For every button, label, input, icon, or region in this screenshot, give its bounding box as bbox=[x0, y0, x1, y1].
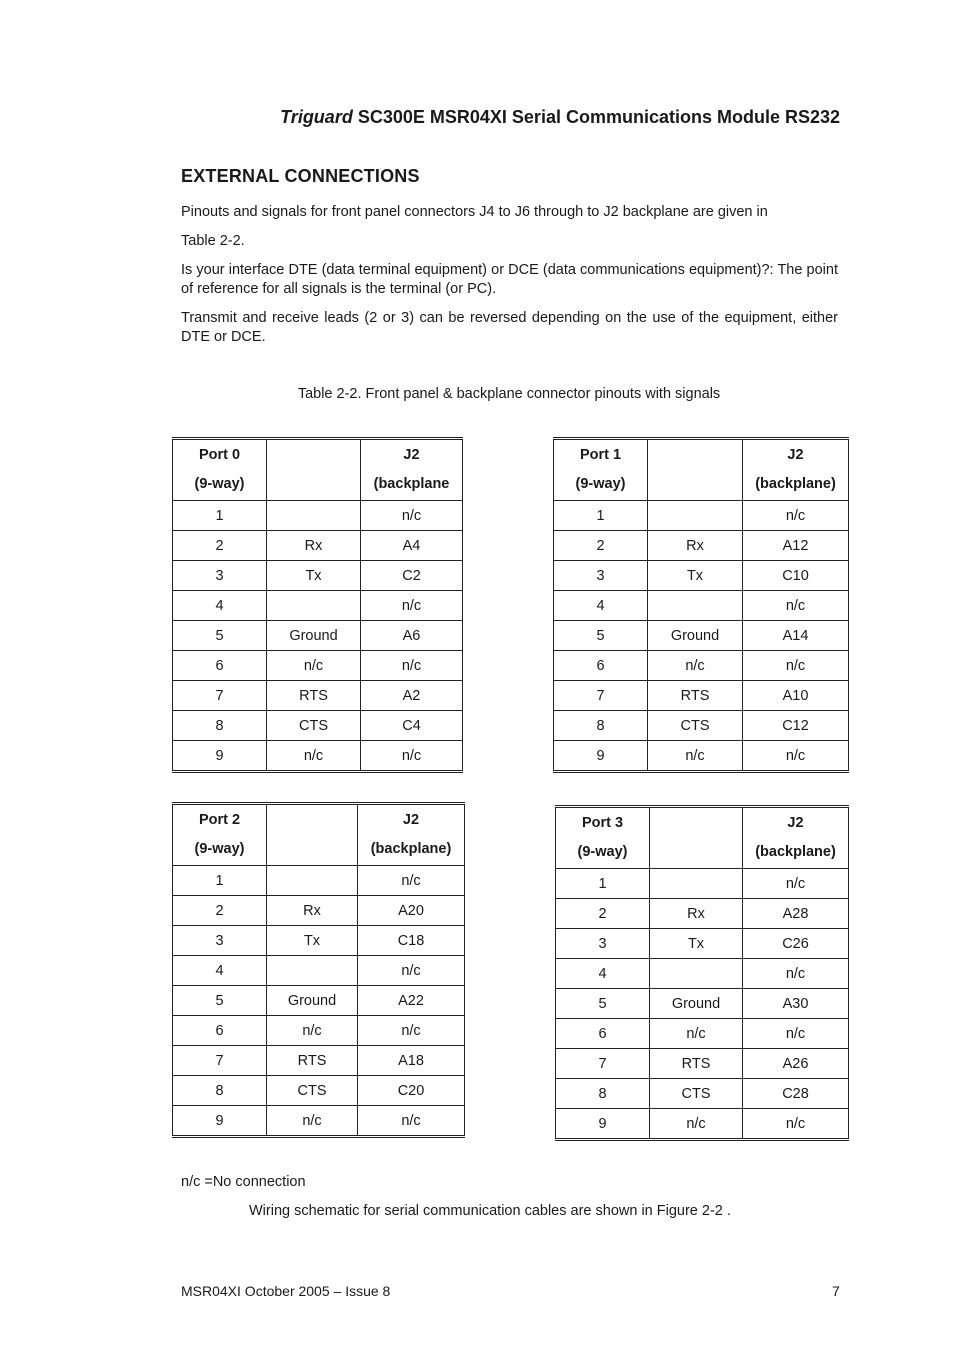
pin-number-cell: 7 bbox=[173, 1046, 267, 1076]
signal-cell bbox=[650, 959, 743, 989]
footer-issue: MSR04XI October 2005 – Issue 8 bbox=[181, 1283, 391, 1299]
table-row bbox=[554, 621, 849, 651]
j2-sub-label: (backplane) bbox=[755, 476, 836, 492]
j2-header-cell bbox=[358, 804, 465, 866]
signal-cell bbox=[267, 591, 361, 621]
backplane-pin-cell: n/c bbox=[743, 1109, 849, 1140]
pin-number-cell: 3 bbox=[173, 561, 267, 591]
pin-number-cell: 3 bbox=[554, 561, 648, 591]
signal-cell: n/c bbox=[650, 1019, 743, 1049]
backplane-pin-cell: C4 bbox=[361, 711, 463, 741]
port-label: Port 2 bbox=[198, 812, 241, 828]
paragraph-transmit-receive: Transmit and receive leads (2 or 3) can be reversed depending on the use of the equipment, either DTE or DCE. bbox=[181, 310, 838, 345]
pin-number-cell: 1 bbox=[556, 869, 650, 899]
port-label: Port 0 bbox=[198, 447, 241, 463]
nc-note: n/c =No connection bbox=[181, 1174, 306, 1190]
backplane-pin-cell: n/c bbox=[743, 959, 849, 989]
port-0-pinout-table bbox=[172, 437, 463, 773]
backplane-pin-cell: n/c bbox=[358, 956, 465, 986]
signal-cell: RTS bbox=[650, 1049, 743, 1079]
pin-number-cell: 1 bbox=[554, 501, 648, 531]
port-sub-label: (9-way) bbox=[194, 841, 245, 857]
signal-cell: RTS bbox=[267, 681, 361, 711]
signal-cell bbox=[650, 869, 743, 899]
backplane-pin-cell: C28 bbox=[743, 1079, 849, 1109]
paragraph-intro: Pinouts and signals for front panel connectors J4 to J6 through to J2 backplane are given in bbox=[181, 204, 768, 220]
j2-header-cell bbox=[743, 807, 849, 869]
signal-cell: CTS bbox=[267, 1076, 358, 1106]
backplane-pin-cell: C18 bbox=[358, 926, 465, 956]
pin-number-cell: 2 bbox=[556, 899, 650, 929]
pin-number-cell: 8 bbox=[173, 711, 267, 741]
signal-cell: Rx bbox=[267, 896, 358, 926]
paragraph-table-ref: Table 2-2. bbox=[181, 233, 245, 249]
pin-number-cell: 9 bbox=[173, 1106, 267, 1137]
table-row bbox=[173, 621, 463, 651]
backplane-pin-cell: n/c bbox=[743, 591, 849, 621]
port-header-cell bbox=[173, 804, 267, 866]
port-header-cell bbox=[554, 439, 648, 501]
backplane-pin-cell: A2 bbox=[361, 681, 463, 711]
signal-cell: Ground bbox=[267, 621, 361, 651]
signal-cell bbox=[267, 866, 358, 896]
backplane-pin-cell: A10 bbox=[743, 681, 849, 711]
header-title: SC300E MSR04XI Serial Communications Module RS232 bbox=[357, 107, 840, 127]
port-sub-label: (9-way) bbox=[577, 844, 628, 860]
table-row bbox=[556, 989, 849, 1019]
signal-cell: n/c bbox=[267, 741, 361, 772]
backplane-pin-cell: n/c bbox=[743, 651, 849, 681]
port-header-cell bbox=[173, 439, 267, 501]
backplane-pin-cell: A20 bbox=[358, 896, 465, 926]
signal-header-cell bbox=[648, 439, 743, 501]
pin-number-cell: 5 bbox=[173, 986, 267, 1016]
port-sub-label: (9-way) bbox=[575, 476, 626, 492]
table-row bbox=[554, 561, 849, 591]
table-row bbox=[554, 681, 849, 711]
backplane-pin-cell: C20 bbox=[358, 1076, 465, 1106]
table-header-row bbox=[173, 804, 465, 866]
signal-cell: Tx bbox=[648, 561, 743, 591]
backplane-pin-cell: C2 bbox=[361, 561, 463, 591]
table-row bbox=[554, 591, 849, 621]
pin-number-cell: 5 bbox=[173, 621, 267, 651]
pin-number-cell: 6 bbox=[556, 1019, 650, 1049]
signal-cell: Tx bbox=[650, 929, 743, 959]
backplane-pin-cell: n/c bbox=[358, 1106, 465, 1137]
pin-number-cell: 4 bbox=[173, 591, 267, 621]
signal-cell: n/c bbox=[267, 651, 361, 681]
wiring-reference: Wiring schematic for serial communication cables are shown in Figure 2-2 . bbox=[249, 1203, 731, 1219]
table-row bbox=[173, 531, 463, 561]
signal-cell: Ground bbox=[648, 621, 743, 651]
table-header-row bbox=[554, 439, 849, 501]
pin-number-cell: 8 bbox=[554, 711, 648, 741]
pin-number-cell: 7 bbox=[173, 681, 267, 711]
signal-cell bbox=[267, 501, 361, 531]
backplane-pin-cell: C12 bbox=[743, 711, 849, 741]
pin-number-cell: 7 bbox=[554, 681, 648, 711]
pin-number-cell: 6 bbox=[173, 651, 267, 681]
signal-header-cell bbox=[267, 804, 358, 866]
table-row bbox=[173, 1046, 465, 1076]
backplane-pin-cell: A4 bbox=[361, 531, 463, 561]
table-row bbox=[556, 1049, 849, 1079]
signal-cell: Rx bbox=[650, 899, 743, 929]
signal-cell: n/c bbox=[648, 741, 743, 772]
backplane-pin-cell: A12 bbox=[743, 531, 849, 561]
pin-number-cell: 4 bbox=[173, 956, 267, 986]
signal-cell: n/c bbox=[648, 651, 743, 681]
port-label: Port 3 bbox=[581, 815, 624, 831]
table-header-row bbox=[173, 439, 463, 501]
document-header bbox=[280, 107, 840, 128]
table-row bbox=[554, 501, 849, 531]
j2-label: J2 bbox=[787, 447, 804, 463]
backplane-pin-cell: n/c bbox=[361, 741, 463, 772]
backplane-pin-cell: n/c bbox=[743, 869, 849, 899]
port-header-cell bbox=[556, 807, 650, 869]
table-row bbox=[173, 896, 465, 926]
table-row bbox=[173, 926, 465, 956]
j2-label: J2 bbox=[403, 447, 420, 463]
port-3-pinout-table bbox=[555, 805, 849, 1141]
signal-cell: RTS bbox=[648, 681, 743, 711]
pin-number-cell: 9 bbox=[554, 741, 648, 772]
table-row bbox=[173, 956, 465, 986]
j2-sub-label: (backplane bbox=[373, 476, 450, 492]
backplane-pin-cell: A18 bbox=[358, 1046, 465, 1076]
pin-number-cell: 8 bbox=[556, 1079, 650, 1109]
header-brand: Triguard bbox=[280, 107, 353, 127]
port-sub-label: (9-way) bbox=[194, 476, 245, 492]
signal-cell: CTS bbox=[267, 711, 361, 741]
signal-cell: CTS bbox=[650, 1079, 743, 1109]
table-row bbox=[556, 1109, 849, 1140]
signal-cell: n/c bbox=[267, 1106, 358, 1137]
pin-number-cell: 5 bbox=[556, 989, 650, 1019]
pin-number-cell: 2 bbox=[173, 896, 267, 926]
signal-cell: Ground bbox=[267, 986, 358, 1016]
j2-header-cell bbox=[361, 439, 463, 501]
table-row bbox=[556, 959, 849, 989]
backplane-pin-cell: n/c bbox=[358, 1016, 465, 1046]
table-row bbox=[556, 899, 849, 929]
signal-cell: RTS bbox=[267, 1046, 358, 1076]
signal-cell: n/c bbox=[650, 1109, 743, 1140]
port-2-pinout-table bbox=[172, 802, 465, 1138]
pin-number-cell: 1 bbox=[173, 501, 267, 531]
pin-number-cell: 2 bbox=[554, 531, 648, 561]
pin-number-cell: 1 bbox=[173, 866, 267, 896]
backplane-pin-cell: n/c bbox=[361, 591, 463, 621]
paragraph-dte-dce: Is your interface DTE (data terminal equipment) or DCE (data communications equipment)?: The point of reference for all signals is the terminal (or PC). bbox=[181, 262, 838, 297]
table-row bbox=[556, 869, 849, 899]
table-row bbox=[173, 741, 463, 772]
table-caption: Table 2-2. Front panel & backplane connector pinouts with signals bbox=[297, 386, 721, 402]
pin-number-cell: 9 bbox=[173, 741, 267, 772]
backplane-pin-cell: A28 bbox=[743, 899, 849, 929]
signal-cell bbox=[648, 591, 743, 621]
signal-cell bbox=[648, 501, 743, 531]
backplane-pin-cell: n/c bbox=[743, 501, 849, 531]
table-row bbox=[173, 866, 465, 896]
backplane-pin-cell: n/c bbox=[361, 651, 463, 681]
table-row bbox=[173, 501, 463, 531]
signal-cell: CTS bbox=[648, 711, 743, 741]
signal-cell bbox=[267, 956, 358, 986]
j2-header-cell bbox=[743, 439, 849, 501]
table-row bbox=[173, 681, 463, 711]
backplane-pin-cell: n/c bbox=[743, 741, 849, 772]
backplane-pin-cell: n/c bbox=[361, 501, 463, 531]
table-row bbox=[173, 1106, 465, 1137]
backplane-pin-cell: C26 bbox=[743, 929, 849, 959]
table-row bbox=[554, 741, 849, 772]
pin-number-cell: 4 bbox=[554, 591, 648, 621]
table-row bbox=[173, 1016, 465, 1046]
signal-cell: n/c bbox=[267, 1016, 358, 1046]
pin-number-cell: 9 bbox=[556, 1109, 650, 1140]
section-heading: EXTERNAL CONNECTIONS bbox=[181, 166, 420, 186]
table-row bbox=[173, 561, 463, 591]
pin-number-cell: 6 bbox=[554, 651, 648, 681]
signal-cell: Rx bbox=[648, 531, 743, 561]
backplane-pin-cell: A14 bbox=[743, 621, 849, 651]
table-row bbox=[173, 651, 463, 681]
table-row bbox=[554, 531, 849, 561]
pin-number-cell: 6 bbox=[173, 1016, 267, 1046]
table-row bbox=[556, 929, 849, 959]
backplane-pin-cell: n/c bbox=[358, 866, 465, 896]
table-row bbox=[173, 1076, 465, 1106]
j2-sub-label: (backplane) bbox=[370, 841, 452, 857]
table-row bbox=[173, 986, 465, 1016]
table-row bbox=[556, 1019, 849, 1049]
signal-cell: Ground bbox=[650, 989, 743, 1019]
pin-number-cell: 4 bbox=[556, 959, 650, 989]
signal-cell: Rx bbox=[267, 531, 361, 561]
pin-number-cell: 8 bbox=[173, 1076, 267, 1106]
port-label: Port 1 bbox=[579, 447, 622, 463]
backplane-pin-cell: A6 bbox=[361, 621, 463, 651]
signal-cell: Tx bbox=[267, 926, 358, 956]
table-row bbox=[173, 591, 463, 621]
backplane-pin-cell: A30 bbox=[743, 989, 849, 1019]
j2-label: J2 bbox=[787, 815, 804, 831]
signal-header-cell bbox=[267, 439, 361, 501]
pin-number-cell: 5 bbox=[554, 621, 648, 651]
table-row bbox=[173, 711, 463, 741]
backplane-pin-cell: C10 bbox=[743, 561, 849, 591]
port-1-pinout-table bbox=[553, 437, 849, 773]
backplane-pin-cell: A26 bbox=[743, 1049, 849, 1079]
pin-number-cell: 2 bbox=[173, 531, 267, 561]
page-number: 7 bbox=[832, 1283, 840, 1299]
pin-number-cell: 7 bbox=[556, 1049, 650, 1079]
table-row bbox=[554, 651, 849, 681]
j2-sub-label: (backplane) bbox=[755, 844, 836, 860]
signal-header-cell bbox=[650, 807, 743, 869]
table-header-row bbox=[556, 807, 849, 869]
j2-label: J2 bbox=[402, 812, 420, 828]
backplane-pin-cell: n/c bbox=[743, 1019, 849, 1049]
pin-number-cell: 3 bbox=[556, 929, 650, 959]
table-row bbox=[556, 1079, 849, 1109]
signal-cell: Tx bbox=[267, 561, 361, 591]
pin-number-cell: 3 bbox=[173, 926, 267, 956]
backplane-pin-cell: A22 bbox=[358, 986, 465, 1016]
table-row bbox=[554, 711, 849, 741]
